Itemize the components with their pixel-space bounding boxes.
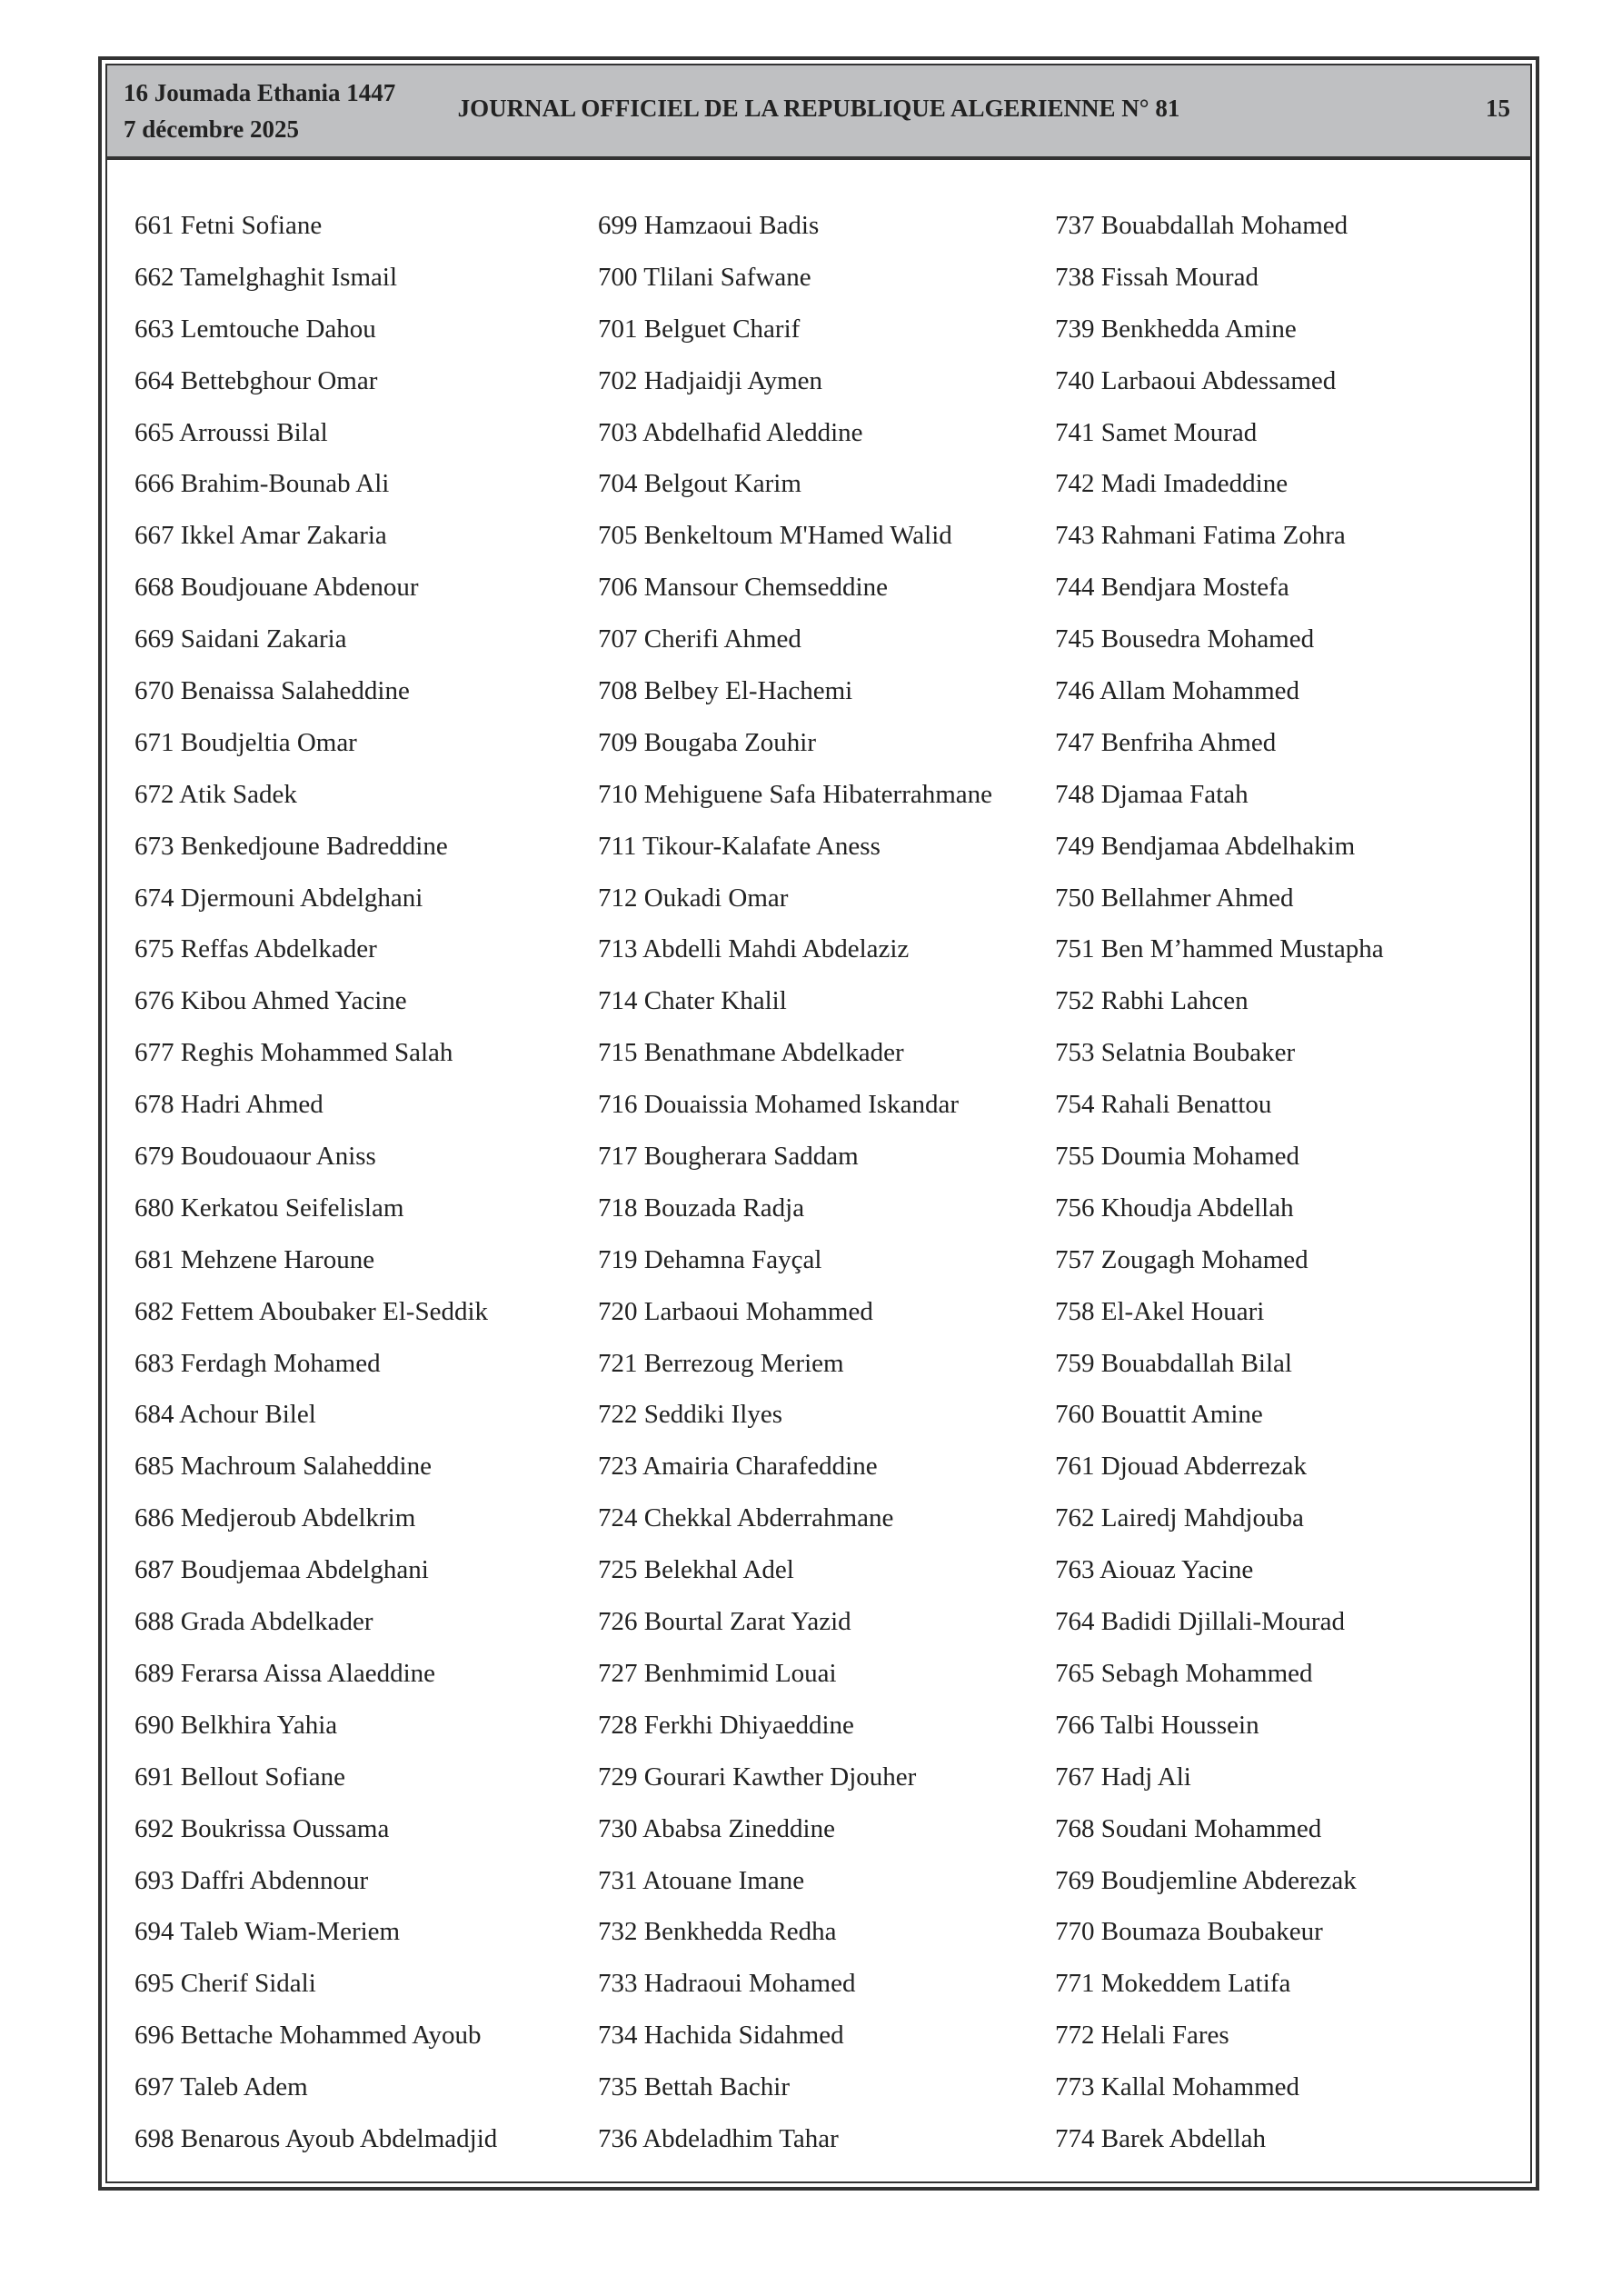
list-item: 760 Bouattit Amine [1055,1400,1263,1430]
date-gregorian: 7 décembre 2025 [124,115,299,143]
list-item: 754 Rahali Benattou [1055,1090,1272,1120]
list-item: 736 Abdeladhim Tahar [598,2123,839,2153]
list-item: 771 Mokeddem Latifa [1055,1969,1291,1999]
list-item: 675 Reffas Abdelkader [134,934,377,964]
list-item: 709 Bougaba Zouhir [598,727,817,757]
list-item: 710 Mehiguene Safa Hibaterrahmane [598,779,993,809]
list-item: 674 Djermouni Abdelghani [134,883,423,913]
list-item: 721 Berrezoug Meriem [598,1348,844,1378]
list-item: 665 Arroussi Bilal [134,417,328,447]
list-item: 712 Oukadi Omar [598,883,789,913]
list-item: 685 Machroum Salaheddine [134,1452,432,1482]
list-item: 738 Fissah Mourad [1055,262,1259,292]
list-item: 691 Bellout Sofiane [134,1762,345,1792]
list-item: 669 Saidani Zakaria [134,624,347,654]
list-item: 740 Larbaoui Abdessamed [1055,365,1337,395]
list-item: 671 Boudjeltia Omar [134,727,357,757]
journal-header [107,65,1530,160]
list-item: 700 Tlilani Safwane [598,262,811,292]
list-item: 716 Douaissia Mohamed Iskandar [598,1090,960,1120]
list-item: 678 Hadri Ahmed [134,1090,323,1120]
list-item: 714 Chater Khalil [598,986,787,1016]
list-item: 752 Rabhi Lahcen [1055,986,1249,1016]
list-item: 744 Bendjara Mostefa [1055,573,1289,603]
list-item: 690 Belkhira Yahia [134,1710,338,1740]
list-item: 774 Barek Abdellah [1055,2123,1266,2153]
list-item: 689 Ferarsa Aissa Alaeddine [134,1658,436,1688]
list-item: 733 Hadraoui Mohamed [598,1969,856,1999]
list-item: 676 Kibou Ahmed Yacine [134,986,407,1016]
list-item: 698 Benarous Ayoub Abdelmadjid [134,2123,498,2153]
list-item: 711 Tikour-Kalafate Aness [598,831,881,861]
list-item: 767 Hadj Ali [1055,1762,1191,1792]
list-item: 693 Daffri Abdennour [134,1865,369,1895]
list-item: 726 Bourtal Zarat Yazid [598,1607,851,1637]
list-item: 756 Khoudja Abdellah [1055,1193,1294,1223]
list-item: 741 Samet Mourad [1055,417,1258,447]
list-item: 766 Talbi Houssein [1055,1710,1259,1740]
list-item: 730 Ababsa Zineddine [598,1813,835,1843]
date-hijri: 16 Joumada Ethania 1447 [124,79,396,106]
list-item: 715 Benathmane Abdelkader [598,1038,904,1068]
list-item: 702 Hadjaidji Aymen [598,365,823,395]
list-item: 672 Atik Sadek [134,779,297,809]
list-item: 753 Selatnia Boubaker [1055,1038,1296,1068]
list-item: 719 Dehamna Fayçal [598,1244,822,1274]
list-item: 759 Bouabdallah Bilal [1055,1348,1292,1378]
list-item: 743 Rahmani Fatima Zohra [1055,521,1346,551]
list-item: 773 Kallal Mohammed [1055,2072,1300,2102]
list-item: 718 Bouzada Radja [598,1193,805,1223]
list-item: 745 Bousedra Mohamed [1055,624,1315,654]
list-item: 748 Djamaa Fatah [1055,779,1249,809]
list-item: 758 El-Akel Houari [1055,1296,1265,1326]
list-item: 681 Mehzene Haroune [134,1244,375,1274]
list-item: 725 Belekhal Adel [598,1555,794,1585]
list-item: 703 Abdelhafid Aleddine [598,417,863,447]
list-item: 684 Achour Bilel [134,1400,316,1430]
list-item: 772 Helali Fares [1055,2021,1229,2051]
list-item: 679 Boudouaour Aniss [134,1142,376,1172]
list-item: 680 Kerkatou Seifelislam [134,1193,404,1223]
list-item: 722 Seddiki Ilyes [598,1400,782,1430]
list-item: 668 Boudjouane Abdenour [134,573,419,603]
list-item: 724 Chekkal Abderrahmane [598,1503,894,1533]
list-item: 688 Grada Abdelkader [134,1607,373,1637]
list-item: 664 Bettebghour Omar [134,365,378,395]
list-item: 683 Ferdagh Mohamed [134,1348,381,1378]
journal-title: JOURNAL OFFICIEL DE LA REPUBLIQUE ALGERIENNE N° 81 [457,95,1180,122]
page-frame [98,56,1539,2191]
list-item: 757 Zougagh Mohamed [1055,1244,1309,1274]
list-item: 763 Aiouaz Yacine [1055,1555,1254,1585]
list-item: 699 Hamzaoui Badis [598,211,820,240]
list-item: 692 Boukrissa Oussama [134,1813,390,1843]
list-item: 705 Benkeltoum M'Hamed Walid [598,521,952,551]
name-column-3 [1055,200,1384,2165]
list-item: 697 Taleb Adem [134,2072,308,2102]
list-item: 770 Boumaza Boubakeur [1055,1917,1323,1947]
list-item: 708 Belbey El-Hachemi [598,676,853,706]
list-item: 677 Reghis Mohammed Salah [134,1038,453,1068]
list-item: 755 Doumia Mohamed [1055,1142,1300,1172]
list-item: 694 Taleb Wiam-Meriem [134,1917,401,1947]
page-number: 15 [1486,95,1510,122]
name-column-1 [134,200,497,2165]
list-item: 761 Djouad Abderrezak [1055,1452,1308,1482]
list-item: 666 Brahim-Bounab Ali [134,469,390,499]
list-item: 742 Madi Imadeddine [1055,469,1289,499]
list-item: 695 Cherif Sidali [134,1969,316,1999]
list-item: 749 Bendjamaa Abdelhakim [1055,831,1356,861]
list-item: 739 Benkhedda Amine [1055,314,1297,344]
list-item: 735 Bettah Bachir [598,2072,791,2102]
list-item: 737 Bouabdallah Mohamed [1055,211,1348,240]
list-item: 747 Benfriha Ahmed [1055,727,1277,757]
list-item: 663 Lemtouche Dahou [134,314,376,344]
list-item: 746 Allam Mohammed [1055,676,1300,706]
list-item: 720 Larbaoui Mohammed [598,1296,873,1326]
list-item: 706 Mansour Chemseddine [598,573,888,603]
list-item: 667 Ikkel Amar Zakaria [134,521,387,551]
list-item: 670 Benaissa Salaheddine [134,676,410,706]
list-item: 731 Atouane Imane [598,1865,805,1895]
list-item: 723 Amairia Charafeddine [598,1452,878,1482]
list-item: 729 Gourari Kawther Djouher [598,1762,917,1792]
list-item: 686 Medjeroub Abdelkrim [134,1503,416,1533]
list-item: 717 Bougherara Saddam [598,1142,859,1172]
list-item: 750 Bellahmer Ahmed [1055,883,1294,913]
list-item: 687 Boudjemaa Abdelghani [134,1555,429,1585]
list-item: 768 Soudani Mohammed [1055,1813,1322,1843]
list-item: 673 Benkedjoune Badreddine [134,831,448,861]
list-item: 701 Belguet Charif [598,314,801,344]
list-item: 762 Lairedj Mahdjouba [1055,1503,1304,1533]
list-item: 727 Benhmimid Louai [598,1658,837,1688]
list-item: 707 Cherifi Ahmed [598,624,801,654]
list-item: 728 Ferkhi Dhiyaeddine [598,1710,854,1740]
list-item: 682 Fettem Aboubaker El-Seddik [134,1296,489,1326]
list-item: 704 Belgout Karim [598,469,801,499]
name-column-2 [598,200,992,2165]
list-item: 769 Boudjemline Abderezak [1055,1865,1357,1895]
list-item: 734 Hachida Sidahmed [598,2021,844,2051]
list-item: 661 Fetni Sofiane [134,211,323,240]
list-item: 764 Badidi Djillali-Mourad [1055,1607,1345,1637]
list-item: 696 Bettache Mohammed Ayoub [134,2021,482,2051]
list-item: 765 Sebagh Mohammed [1055,1658,1313,1688]
page-inner-frame [105,64,1532,2183]
list-item: 751 Ben M’hammed Mustapha [1055,934,1384,964]
list-item: 732 Benkhedda Redha [598,1917,837,1947]
list-item: 662 Tamelghaghit Ismail [134,262,397,292]
list-item: 713 Abdelli Mahdi Abdelaziz [598,934,910,964]
